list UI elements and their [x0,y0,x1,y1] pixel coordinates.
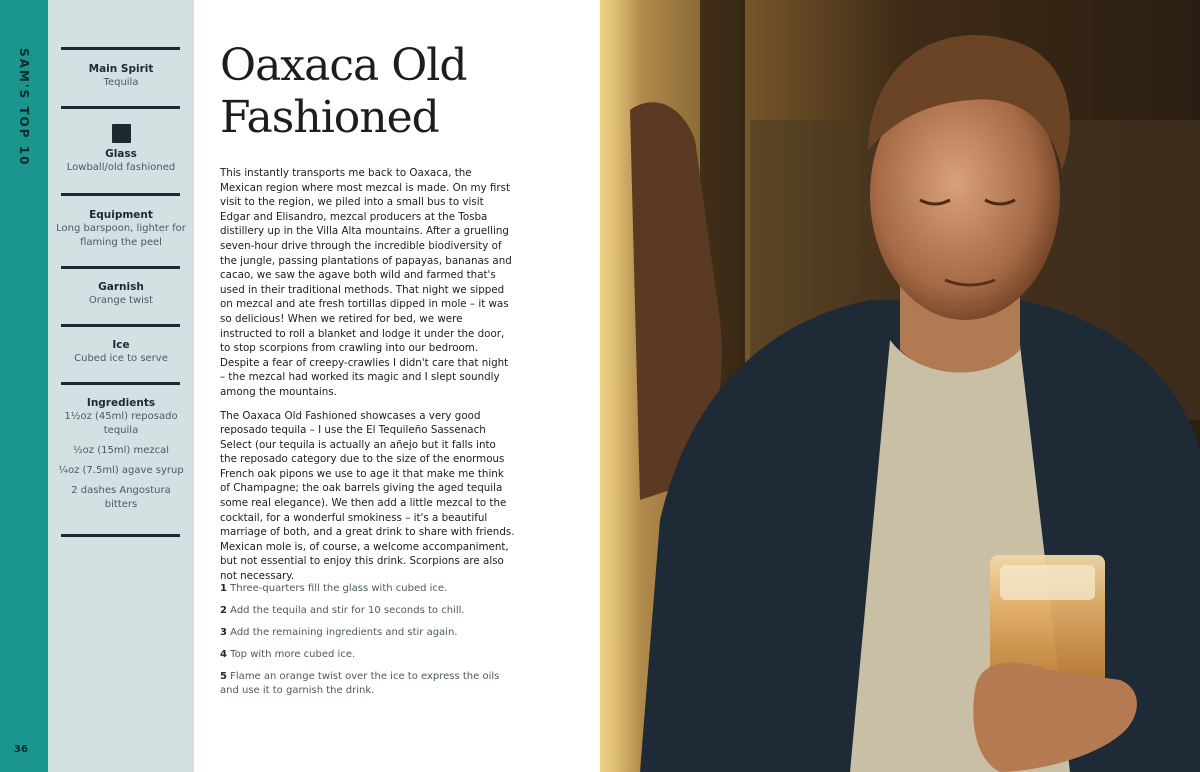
step-text: Top with more cubed ice. [230,649,356,660]
section-spine [0,0,48,772]
ice-block [56,338,186,366]
equipment-block [56,208,186,250]
divider [61,193,180,196]
divider [61,534,180,537]
ice-cubes [1000,565,1095,600]
method-steps [220,582,510,706]
method-step [220,604,510,618]
method-step [220,626,510,640]
man-holding-cocktail-photo [600,0,1200,772]
step-text: Add the tequila and stir for 10 seconds to chill. [230,605,465,616]
lowball-glass-icon [112,124,131,143]
step-text: Add the remaining ingredients and stir again. [230,627,458,638]
glass-label: Glass [105,148,137,160]
ingredient-item: ¼oz (7.5ml) agave syrup [58,465,184,476]
ingredients-label: Ingredients [86,397,156,409]
method-step [220,670,510,698]
equipment-value: Long barspoon, lighter for flaming the peel [56,223,186,248]
garnish-block [56,280,186,308]
intro-paragraph: This instantly transports me back to Oaxaca, the Mexican region where most mezcal is made. On my first visit to the region, we piled into a small bus to visit Edgar and Elisandro, mezcal producers at the Tosba distillery up in the Villa Alta mountains. After a gruelling seven-hour drive through the incredible biodiversity of the jungle, passing plantations of papayas, bananas and cacao, we saw the agave both wild and farmed that's used in their traditional methods. That night we sipped on mezcal and ate fresh tortillas dipped in mole – it was so delicious! When we retired for bed, we were instructed to roll a blanket and lodge it under the door, to stop scorpions from crawling into our bedroom. Despite a fear of creepy-crawlies I didn't care that night – the mezcal had worked its magic and I slept soundly among the mountains. [220,167,512,398]
equipment-label: Equipment [89,209,153,221]
step-number: 2 [220,605,227,616]
step-number: 1 [220,583,227,594]
step-number: 5 [220,671,227,682]
ingredient-item: 2 dashes Angostura bitters [71,485,171,510]
recipe-title: Oaxaca Old Fashioned [220,40,467,143]
divider [61,47,180,50]
ingredient-item: ½oz (15ml) mezcal [72,445,169,456]
step-text: Three-quarters fill the glass with cubed ice. [230,583,448,594]
ice-label: Ice [112,339,130,351]
method-step [220,648,510,662]
garnish-label: Garnish [98,281,144,293]
page-number: 36 [14,744,28,755]
step-number: 3 [220,627,227,638]
divider [61,106,180,109]
divider [61,324,180,327]
section-title: SAM'S TOP 10 [17,48,31,167]
glass-value: Lowball/old fashioned [66,162,176,173]
divider [61,382,180,385]
glass-block [56,124,186,175]
step-text: Flame an orange twist over the ice to express the oils and use it to garnish the drink. [220,671,500,696]
ice-value: Cubed ice to serve [74,353,168,364]
step-number: 4 [220,649,227,660]
intro-paragraph: The Oaxaca Old Fashioned showcases a very good reposado tequila – I use the El Tequileño Sassenach Select (our tequila is actually an añejo but it falls into the reposado category due to the size of the enormous French oak pipons we use to age it that make me think of Champagne; the oak barrels giving the aged tequila some real elegance). We then add a little mezcal to the cocktail, for a wonderful smokiness – it's a beautiful marriage of both, and a great drink to share with friends. Mexican mole is, of course, a welcome accompaniment, but not essential to enjoy this drink. Scorpions are also not necessary. [220,409,515,583]
divider [61,266,180,269]
recipe-intro [220,166,515,593]
ingredient-item: 1½oz (45ml) reposado tequila [64,411,178,436]
method-step [220,582,510,596]
recipe-info-sidebar [48,0,194,772]
photo-illustration [600,0,1200,772]
main-spirit-block [56,62,186,90]
main-spirit-label: Main Spirit [88,63,154,75]
garnish-value: Orange twist [88,295,154,306]
main-spirit-value: Tequila [103,77,139,88]
ingredients-block [56,396,186,512]
